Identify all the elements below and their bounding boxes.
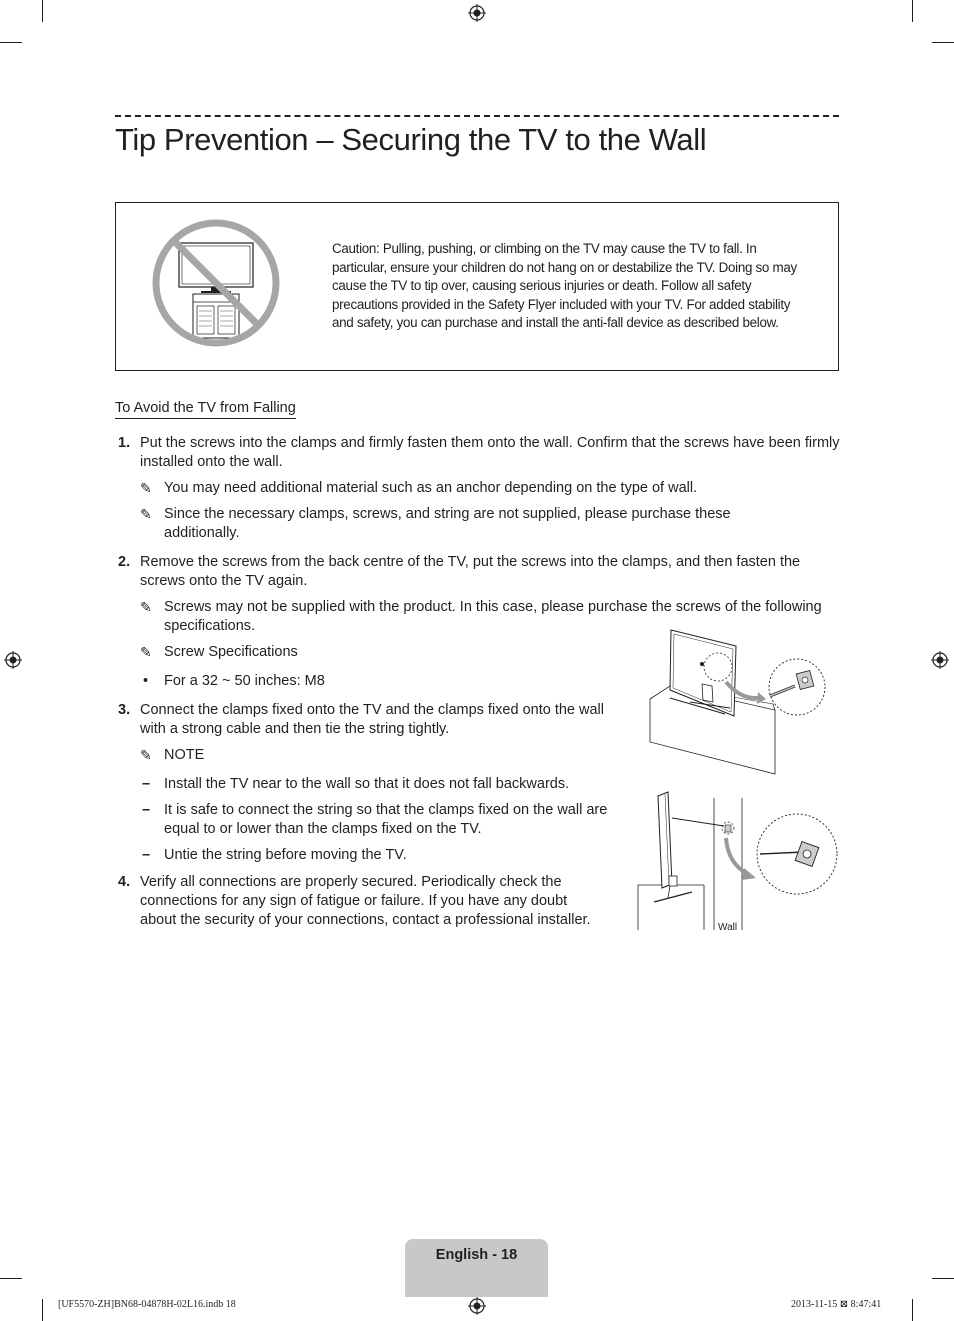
tv-clamp-illustration: [640, 624, 840, 779]
crop-mark: [932, 1278, 954, 1279]
tv-wall-string-illustration: [632, 788, 842, 938]
caution-box: [115, 202, 839, 371]
crop-mark: [0, 1278, 22, 1279]
title-rule: [115, 115, 839, 117]
bullet-text: For a 32 ~ 50 inches: M8: [164, 673, 325, 689]
crop-mark: [42, 0, 43, 22]
dash-glyph: –: [142, 776, 151, 792]
pen-note-icon: ✎: [140, 480, 152, 496]
crop-mark: [0, 42, 22, 43]
pen-note-icon: ✎: [140, 644, 152, 660]
print-slug-right: 2013-11-15 ⊠ 8:47:41: [791, 1299, 882, 1310]
pen-note-icon: ✎: [140, 506, 152, 522]
page-title: Tip Prevention – Securing the TV to the Wall: [115, 122, 707, 157]
section-heading: To Avoid the TV from Falling: [115, 400, 296, 419]
step-number: 2.: [118, 554, 131, 570]
registration-mark-icon: [468, 1297, 486, 1315]
dash-text: It is safe to connect the string so that the clamps fixed on the wall are equal to or lower than the clamps fixed on the TV.: [164, 802, 608, 837]
dash-glyph: –: [142, 802, 151, 818]
step-number: 1.: [118, 435, 131, 451]
note-text: Screws may not be supplied with the product. In this case, please purchase the screws of the following specifications.: [164, 599, 822, 634]
note-text: You may need additional material such as an anchor depending on the type of wall.: [164, 480, 698, 496]
bullet-glyph: •: [143, 673, 149, 689]
page-number-tab: [405, 1239, 548, 1297]
registration-mark-icon: [931, 651, 949, 669]
note-text: Screw Specifications: [164, 644, 298, 660]
step-text: Verify all connections are properly secured. Periodically check the connections for any sign of fatigue or failure. If you have any doubt about the security of your connections, contact a professional installer.: [140, 874, 591, 928]
crop-mark: [912, 0, 913, 22]
step-text: Put the screws into the clamps and firmly fasten them onto the wall. Confirm that the screws have been firmly installed onto the wall.: [140, 435, 840, 470]
crop-mark: [932, 42, 954, 43]
dash-glyph: –: [142, 847, 151, 863]
page-number: English - 18: [435, 1247, 518, 1263]
dash-text: Install the TV near to the wall so that it does not fall backwards.: [164, 776, 570, 792]
step-number: 3.: [118, 702, 131, 718]
prohibited-tv-icon: [151, 218, 281, 348]
print-slug-left: [UF5570-ZH]BN68-04878H-02L16.indb 18: [58, 1299, 236, 1310]
registration-mark-icon: [4, 651, 22, 669]
note-text: Since the necessary clamps, screws, and string are not supplied, please purchase these additionally.: [164, 506, 731, 541]
step-text: Connect the clamps fixed onto the TV and the clamps fixed onto the wall with a strong cable and then tie the string tightly.: [140, 702, 604, 737]
pen-note-icon: ✎: [140, 747, 152, 763]
wall-label: Wall: [718, 922, 738, 933]
dash-text: Untie the string before moving the TV.: [164, 847, 407, 863]
crop-mark: [912, 1299, 913, 1321]
step-text: Remove the screws from the back centre of the TV, put the screws into the clamps, and then fasten the screws onto the TV again.: [140, 554, 801, 589]
pen-note-icon: ✎: [140, 599, 152, 615]
caution-text: Caution: Pulling, pushing, or climbing on the TV may cause the TV to fall. In particular, ensure your children do not hang on or destabilize the TV. Doing so may cause the TV to tip over, causing serious injuries or death. Follow all safety precautions provided in the Safety Flyer included with your TV. For added stability and safety, you can purchase and install the anti-fall device as described below.: [332, 241, 797, 331]
crop-mark: [42, 1299, 43, 1321]
registration-mark-icon: [468, 4, 486, 22]
note-label: NOTE: [164, 747, 205, 763]
step-number: 4.: [118, 874, 131, 890]
